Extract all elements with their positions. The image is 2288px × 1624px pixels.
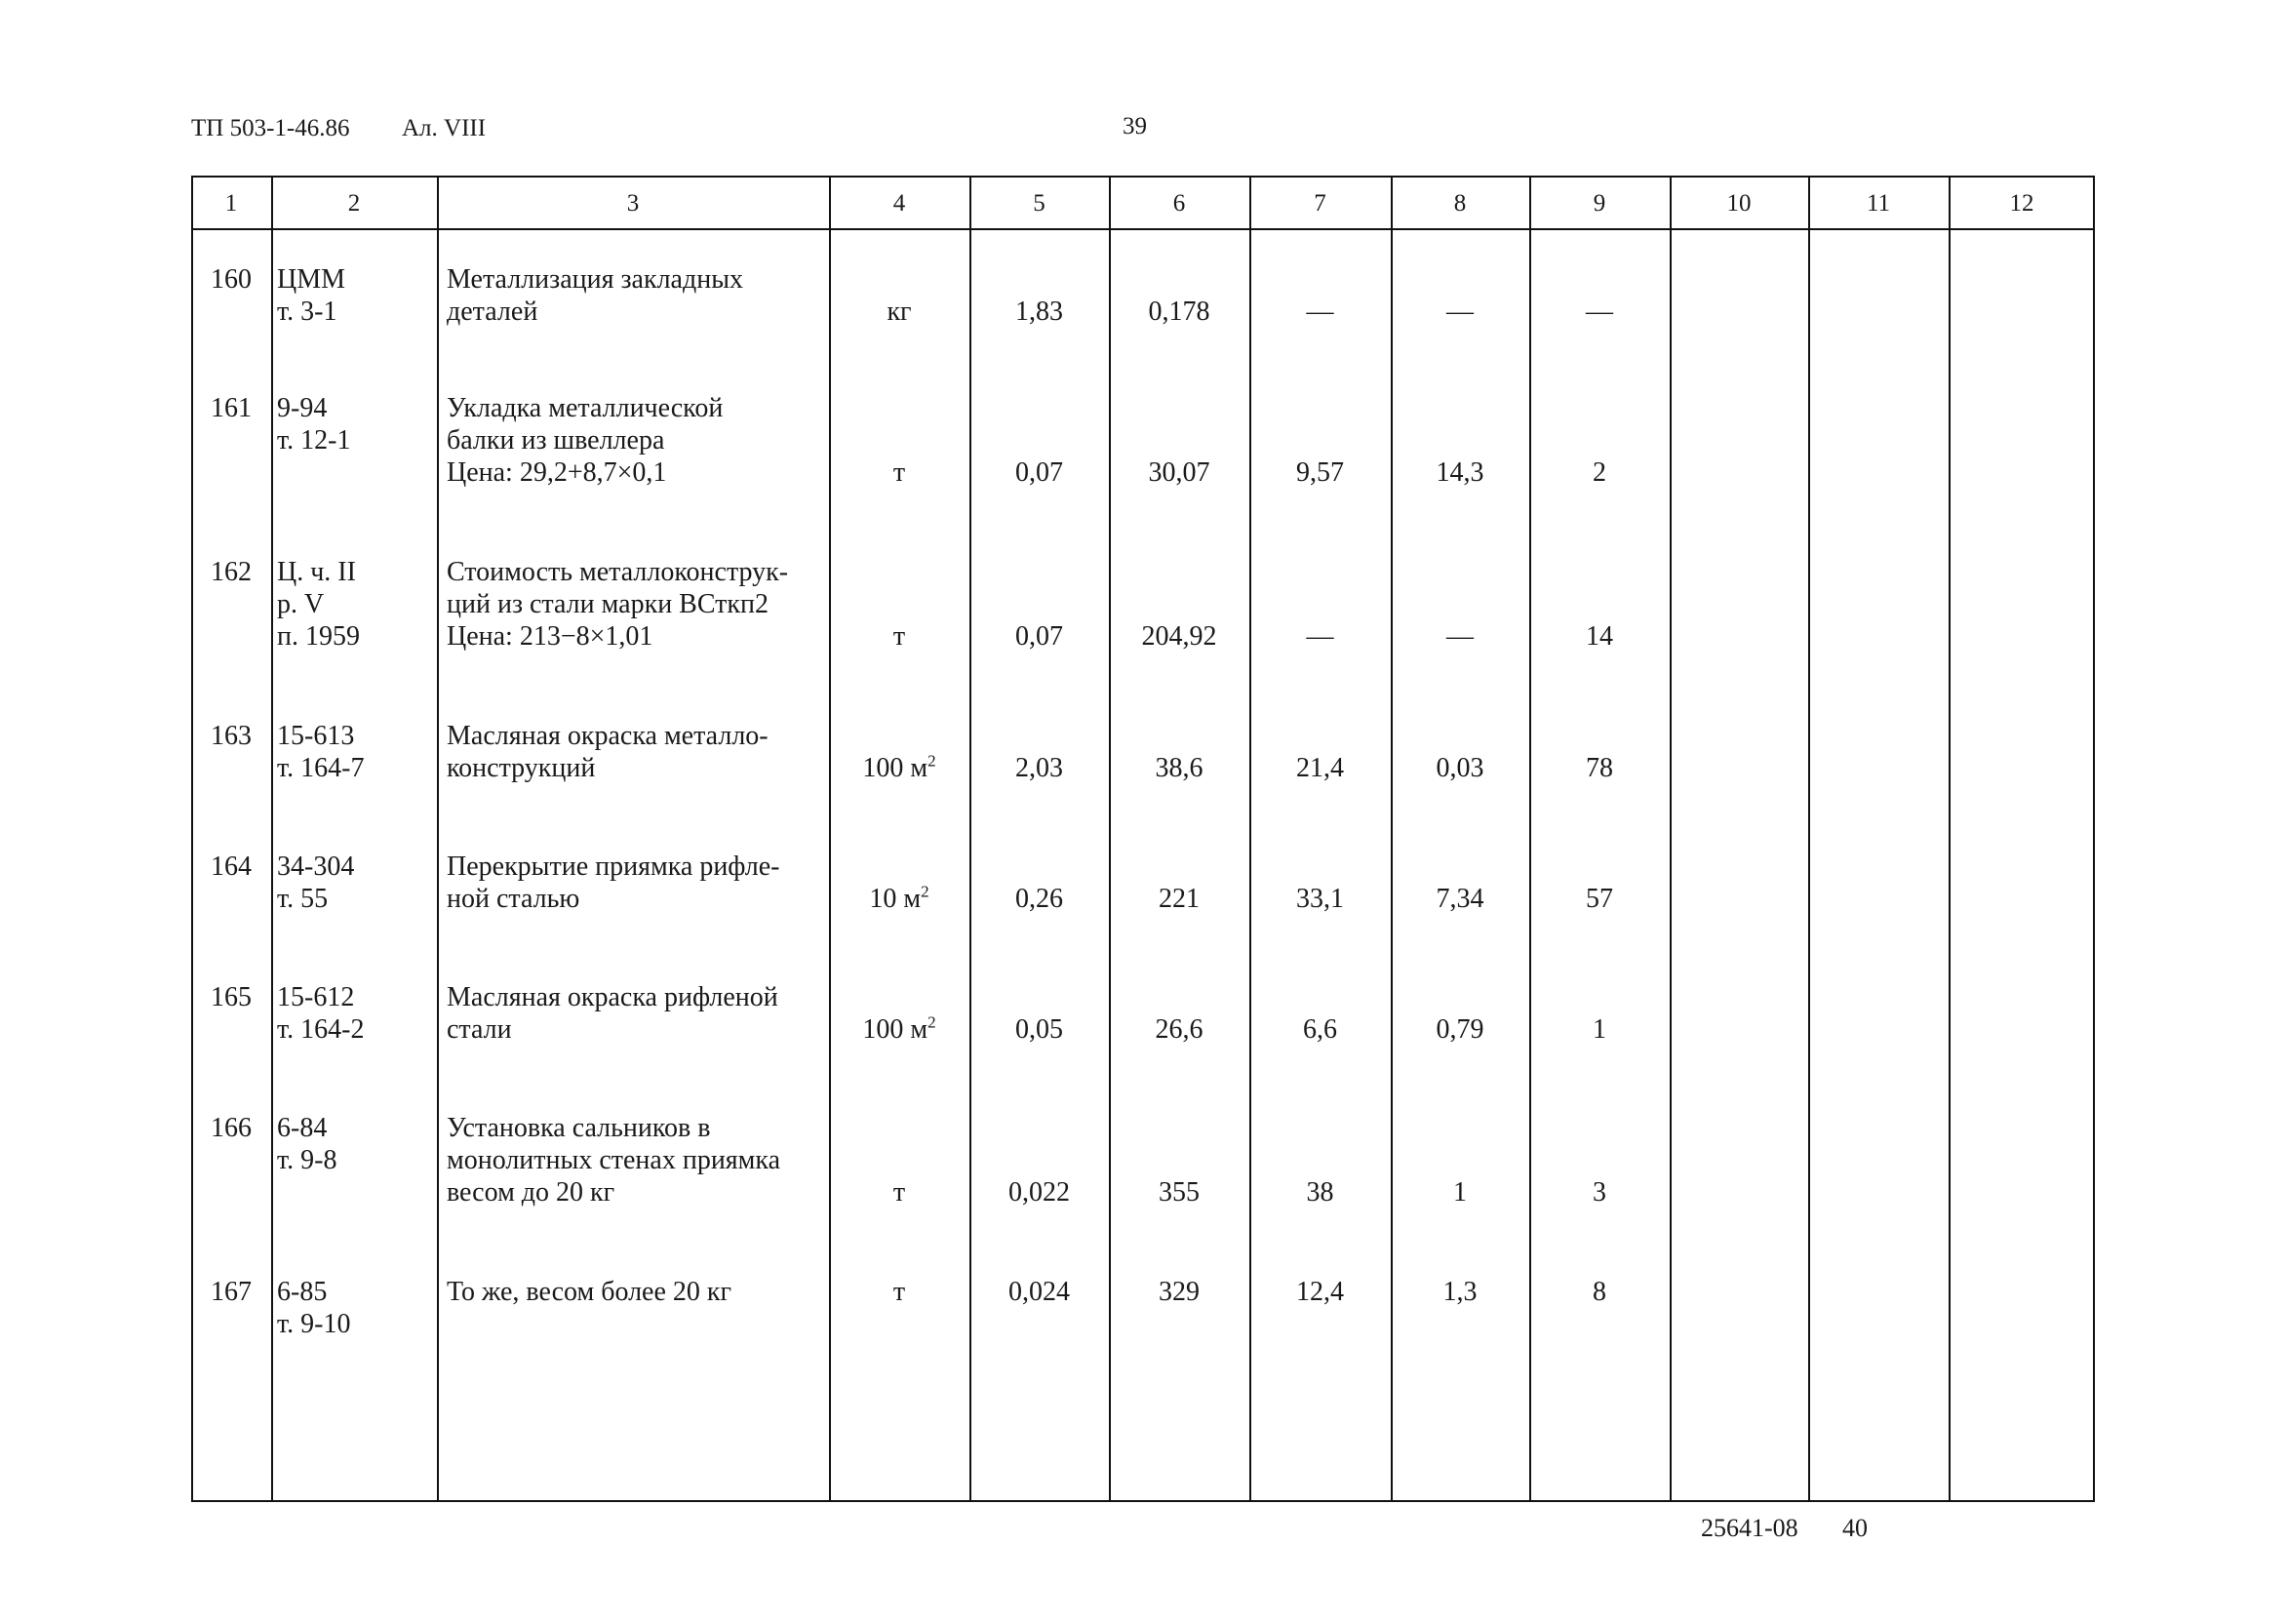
column-header: 10 [1726, 190, 1752, 217]
column-header: 1 [224, 190, 238, 217]
norm-code-line: 15-612 [277, 982, 355, 1012]
page-number: 39 [1123, 113, 1147, 139]
column-header: 6 [1172, 190, 1186, 217]
unit [829, 752, 969, 784]
column-header: 11 [1866, 190, 1891, 217]
work-description [447, 1112, 780, 1208]
work-description-line: То же, весом более 20 кг [447, 1277, 731, 1307]
work-description-line: Стоимость металлоконструк- [447, 557, 789, 587]
norm-code-line: т. 9-10 [277, 1309, 351, 1339]
norm-code-line: т. 9-8 [277, 1145, 337, 1175]
work-description [447, 556, 788, 653]
norm-code [277, 263, 345, 328]
value-col-5: 0,022 [1008, 1177, 1070, 1208]
norm-code-line: т. 12-1 [277, 425, 351, 456]
row-number: 164 [211, 852, 252, 882]
value-col-6: 0,178 [1148, 297, 1210, 327]
work-description [447, 720, 769, 784]
value-col-7: 9,57 [1296, 457, 1344, 488]
unit [829, 296, 969, 328]
value-col-8: — [1446, 621, 1474, 652]
estimate-table [191, 176, 2095, 1502]
value-col-5: 0,26 [1015, 884, 1063, 914]
value-col-9: 8 [1593, 1277, 1606, 1307]
unit-text: т [892, 621, 906, 652]
norm-code [277, 1276, 350, 1340]
row-number: 167 [211, 1277, 252, 1307]
value-col-8: 0,03 [1436, 753, 1484, 783]
value-col-9: 2 [1593, 457, 1606, 488]
value-col-6: 329 [1159, 1277, 1200, 1307]
unit-superscript: 2 [927, 1012, 936, 1032]
value-col-7: — [1306, 621, 1334, 652]
value-col-5: 1,83 [1015, 297, 1063, 327]
norm-code-line: т. 55 [277, 884, 329, 914]
unit [829, 1013, 969, 1046]
work-description-line: Цена: 213−8×1,01 [447, 621, 653, 652]
unit [829, 1176, 969, 1208]
work-description [447, 263, 743, 328]
norm-code [277, 981, 364, 1046]
row-number: 160 [211, 264, 252, 295]
value-col-7: — [1306, 297, 1334, 327]
norm-code [277, 851, 354, 915]
value-col-9: — [1586, 297, 1613, 327]
column-header: 8 [1453, 190, 1467, 217]
unit-text: кг [887, 297, 912, 327]
unit-text: т [892, 1277, 906, 1307]
column-header: 5 [1033, 190, 1045, 217]
work-description-line: Цена: 29,2+8,7×0,1 [447, 457, 667, 488]
column-header: 2 [347, 190, 361, 217]
work-description [447, 981, 778, 1046]
value-col-7: 12,4 [1296, 1277, 1344, 1307]
norm-code-line: 9-94 [277, 393, 328, 423]
value-col-9: 1 [1593, 1014, 1606, 1045]
work-description [447, 392, 723, 489]
row-number: 162 [211, 557, 252, 587]
column-divider [1808, 176, 1810, 1502]
value-col-5: 0,07 [1015, 621, 1063, 652]
norm-code [277, 1112, 336, 1176]
column-divider [1949, 176, 1951, 1502]
column-header: 12 [2009, 190, 2034, 217]
norm-code-line: ЦММ [277, 264, 346, 295]
unit-text: 10 м [869, 884, 922, 914]
column-divider [271, 176, 273, 1502]
value-col-7: 21,4 [1296, 753, 1344, 783]
document-code: ТП 503-1-46.86 [191, 115, 350, 141]
column-header: 4 [892, 190, 906, 217]
unit-text: 100 м [862, 753, 928, 783]
sheet-label: Ал. VIII [402, 115, 487, 141]
value-col-8: 7,34 [1436, 884, 1484, 914]
unit-text: т [892, 1177, 906, 1208]
work-description-line: стали [447, 1014, 512, 1045]
unit-superscript: 2 [921, 882, 929, 901]
row-number: 163 [211, 721, 252, 751]
norm-code-line: Ц. ч. II [277, 557, 356, 587]
footer-code: 25641-08 [1701, 1514, 1798, 1542]
row-number: 166 [211, 1113, 252, 1143]
work-description-line: ций из стали марки ВСткп2 [447, 589, 769, 619]
unit [829, 620, 969, 653]
norm-code [277, 392, 350, 456]
column-header: 3 [626, 190, 640, 217]
norm-code-line: т. 3-1 [277, 297, 337, 327]
value-col-5: 0,05 [1015, 1014, 1063, 1045]
value-col-6: 30,07 [1148, 457, 1210, 488]
unit-text: т [892, 457, 906, 488]
value-col-8: — [1446, 297, 1474, 327]
norm-code-line: т. 164-7 [277, 753, 365, 783]
unit-superscript: 2 [927, 751, 936, 771]
work-description-line: ной сталью [447, 884, 580, 914]
norm-code-line: 6-85 [277, 1277, 328, 1307]
work-description-line: Металлизация закладных [447, 264, 744, 295]
work-description-line: Укладка металлической [447, 393, 724, 423]
norm-code-line: 34-304 [277, 852, 355, 882]
work-description-line: Масляная окраска рифленой [447, 982, 778, 1012]
norm-code [277, 556, 360, 653]
unit [829, 456, 969, 489]
norm-code-line: п. 1959 [277, 621, 360, 652]
value-col-6: 38,6 [1155, 753, 1203, 783]
value-col-5: 0,07 [1015, 457, 1063, 488]
value-col-9: 78 [1586, 753, 1613, 783]
row-number: 165 [211, 982, 252, 1012]
column-header: 9 [1593, 190, 1606, 217]
work-description-line: балки из швеллера [447, 425, 665, 456]
value-col-8: 14,3 [1436, 457, 1484, 488]
norm-code-line: 15-613 [277, 721, 355, 751]
column-divider [1670, 176, 1672, 1502]
value-col-8: 0,79 [1436, 1014, 1484, 1045]
work-description-line: конструкций [447, 753, 596, 783]
column-header: 7 [1314, 190, 1326, 217]
value-col-6: 355 [1159, 1177, 1200, 1208]
value-col-8: 1 [1453, 1177, 1467, 1208]
work-description-line: Масляная окраска металло- [447, 721, 769, 751]
value-col-9: 14 [1586, 621, 1613, 652]
work-description [447, 1276, 731, 1308]
value-col-8: 1,3 [1442, 1277, 1478, 1307]
value-col-6: 26,6 [1155, 1014, 1203, 1045]
norm-code-line: р. V [277, 589, 325, 619]
value-col-9: 57 [1586, 884, 1613, 914]
value-col-5: 2,03 [1015, 753, 1063, 783]
value-col-7: 38 [1306, 1177, 1334, 1208]
value-col-6: 204,92 [1141, 621, 1217, 652]
work-description-line: деталей [447, 297, 538, 327]
work-description [447, 851, 779, 915]
value-col-7: 33,1 [1296, 884, 1344, 914]
unit [829, 1276, 969, 1308]
value-col-7: 6,6 [1303, 1014, 1337, 1045]
row-number: 161 [211, 393, 252, 423]
value-col-9: 3 [1593, 1177, 1606, 1208]
value-col-6: 221 [1159, 884, 1200, 914]
work-description-line: весом до 20 кг [447, 1177, 615, 1208]
norm-code-line: т. 164-2 [277, 1014, 365, 1045]
work-description-line: Перекрытие приямка рифле- [447, 852, 780, 882]
norm-code [277, 720, 364, 784]
norm-code-line: 6-84 [277, 1113, 328, 1143]
work-description-line: монолитных стенах приямка [447, 1145, 781, 1175]
value-col-5: 0,024 [1008, 1277, 1070, 1307]
unit [829, 883, 969, 915]
footer-number: 40 [1842, 1514, 1868, 1542]
column-divider [437, 176, 439, 1502]
work-description-line: Установка сальников в [447, 1113, 711, 1143]
unit-text: 100 м [862, 1014, 928, 1045]
